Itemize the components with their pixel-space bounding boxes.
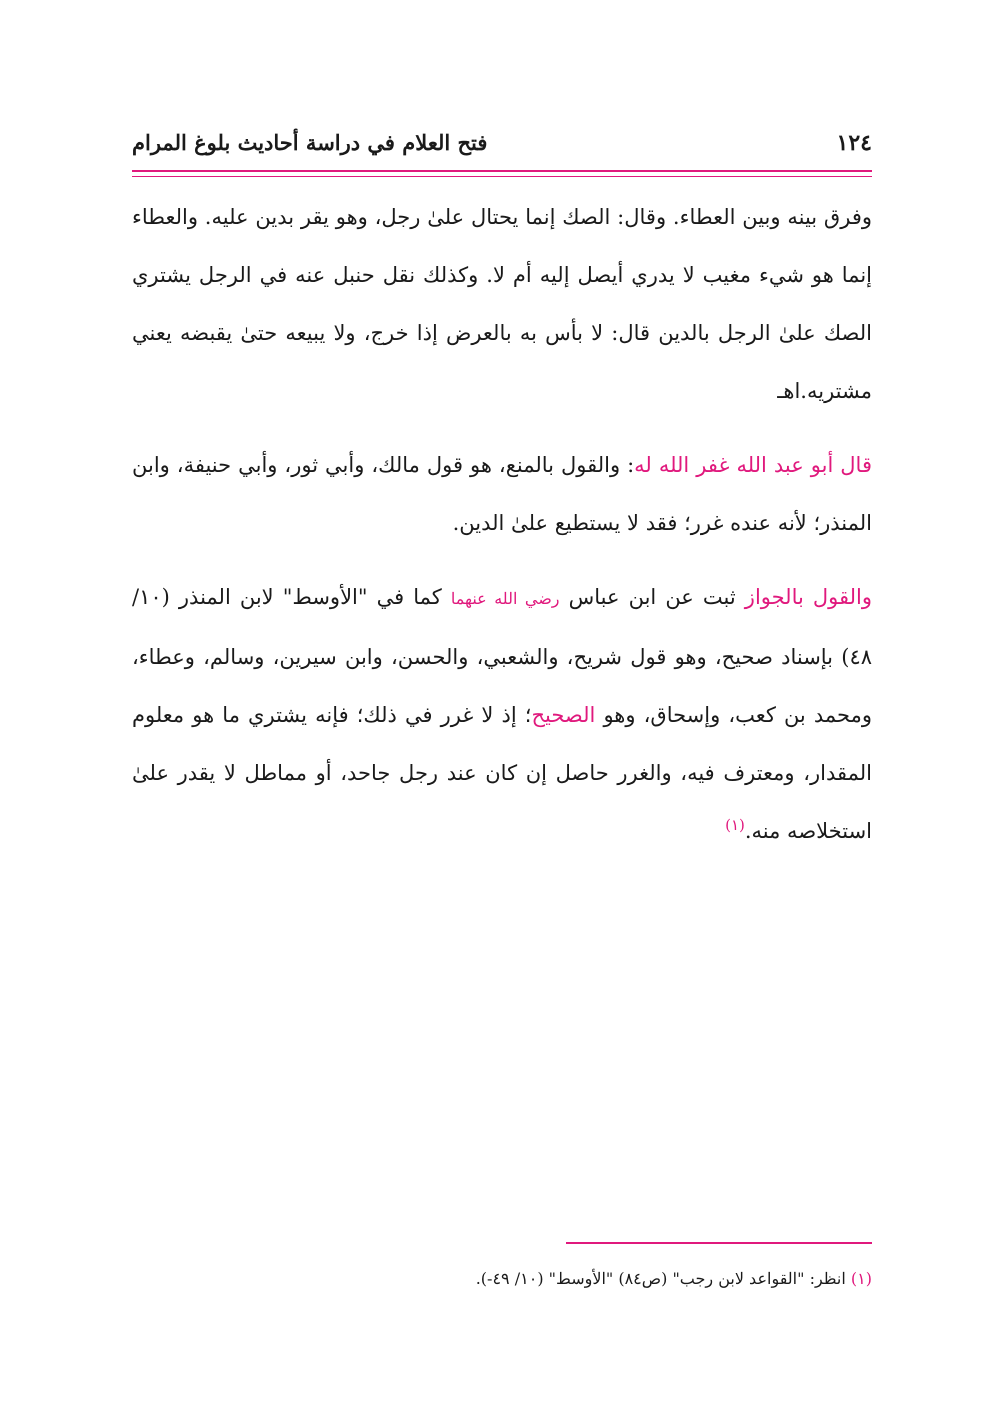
paragraph-text: ؛ إذ لا غرر في ذلك؛ فإنه يشتري ما هو معلوم المقدار، ومعترف فيه، والغرر حاصل إن كان عند رجل جاحد، أو مماطل لا يقدر علىٰ استخلاصه منه. bbox=[132, 703, 872, 843]
paragraph-3 bbox=[132, 568, 872, 860]
paragraph-text: : والقول بالمنع، هو قول مالك، وأبي ثور، وأبي حنيفة، وابن المنذر؛ لأنه عنده غرر؛ فقد لا يستطيع علىٰ الدين. bbox=[132, 453, 872, 535]
footnote-reference[interactable]: (١) bbox=[725, 816, 745, 834]
paragraph-text: كما في "الأوسط" لابن المنذر (١٠/ ٤٨) بإسناد صحيح، وهو قول شريح، والشعبي، والحسن، وابن سيرين، وسالم، وعطاء، ومحمد بن كعب، وإسحاق، وهو bbox=[132, 585, 872, 727]
paragraph-2 bbox=[132, 436, 872, 552]
highlight-term: الصحيح bbox=[531, 703, 596, 727]
main-text bbox=[132, 188, 872, 860]
honorific-glyph: رضي الله عنهما bbox=[450, 589, 560, 608]
paragraph-1 bbox=[132, 188, 872, 420]
book-title: فتح العلام في دراسة أحاديث بلوغ المرام bbox=[132, 130, 488, 155]
header-rule-thick bbox=[132, 170, 872, 172]
header-rule-thin bbox=[132, 176, 872, 177]
ruling-lead: والقول بالجواز bbox=[744, 585, 872, 609]
page-number: ١٢٤ bbox=[836, 130, 872, 156]
footnote-text: انظر: "القواعد لابن رجب" (ص٨٤) "الأوسط" (١٠/ ٤٩-). bbox=[475, 1269, 851, 1288]
author-remark-lead: قال أبو عبد الله غفر الله له bbox=[634, 453, 872, 477]
footnote-separator bbox=[566, 1242, 872, 1244]
footnote-number: (١) bbox=[850, 1269, 872, 1288]
footnote bbox=[132, 1266, 872, 1292]
paragraph-text: وفرق بينه وبين العطاء. وقال: الصك إنما يحتال علىٰ رجل، وهو يقر بدين عليه. والعطاء إنما هو شيء مغيب لا يدري أيصل إليه أم لا. وكذلك نقل حنبل عنه في الرجل يشتري الصك علىٰ الرجل بالدين قال: لا بأس به بالعرض إذا خرج، ولا يبيعه حتىٰ يقبضه يعني مشتريه.اهـ bbox=[132, 205, 872, 403]
paragraph-text: ثبت عن ابن عباس bbox=[559, 585, 745, 609]
page-header bbox=[132, 128, 872, 164]
